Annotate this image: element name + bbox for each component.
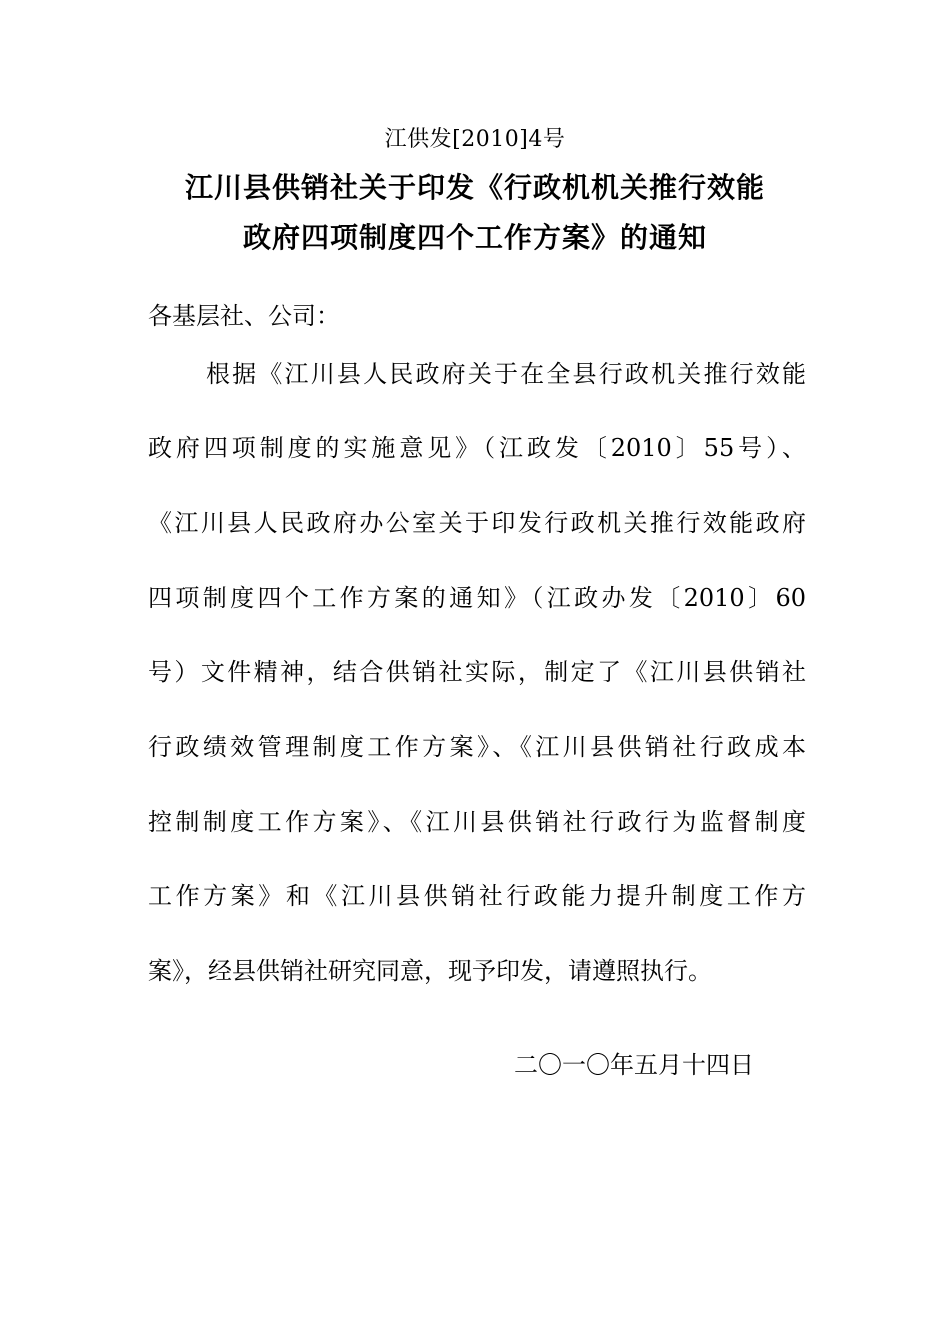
body-line: 控制制度工作方案》、《江川县供销社行政行为监督制度 (148, 808, 806, 836)
body-line: 案》，经县供销社研究同意，现予印发，请遵照执行。 (148, 957, 712, 985)
body-line: 《江川县人民政府办公室关于印发行政机关推行效能政府 (148, 509, 806, 537)
document-number: 江供发[2010]4号 (384, 127, 566, 152)
body-line: 工作方案》和《江川县供销社行政能力提升制度工作方 (148, 882, 806, 910)
body-line: 行政绩效管理制度工作方案》、《江川县供销社行政成本 (148, 733, 806, 761)
body-line: 四项制度四个工作方案的通知》（江政办发〔2010〕60 (148, 584, 806, 612)
body-line: 政府四项制度的实施意见》（江政发〔2010〕55号）、 (148, 434, 806, 462)
body-line: 号）文件精神，结合供销社实际，制定了《江川县供销社 (148, 658, 806, 686)
document-title-line-2: 政府四项制度四个工作方案》的通知 (242, 221, 707, 254)
salutation: 各基层社、公司： (148, 302, 340, 330)
document-title-line-1: 江川县供销社关于印发《行政机机关推行效能 (184, 171, 765, 204)
body-line: 根据《江川县人民政府关于在全县行政机关推行效能 (206, 360, 806, 388)
document-date: 二〇一〇年五月十四日 (514, 1051, 754, 1079)
